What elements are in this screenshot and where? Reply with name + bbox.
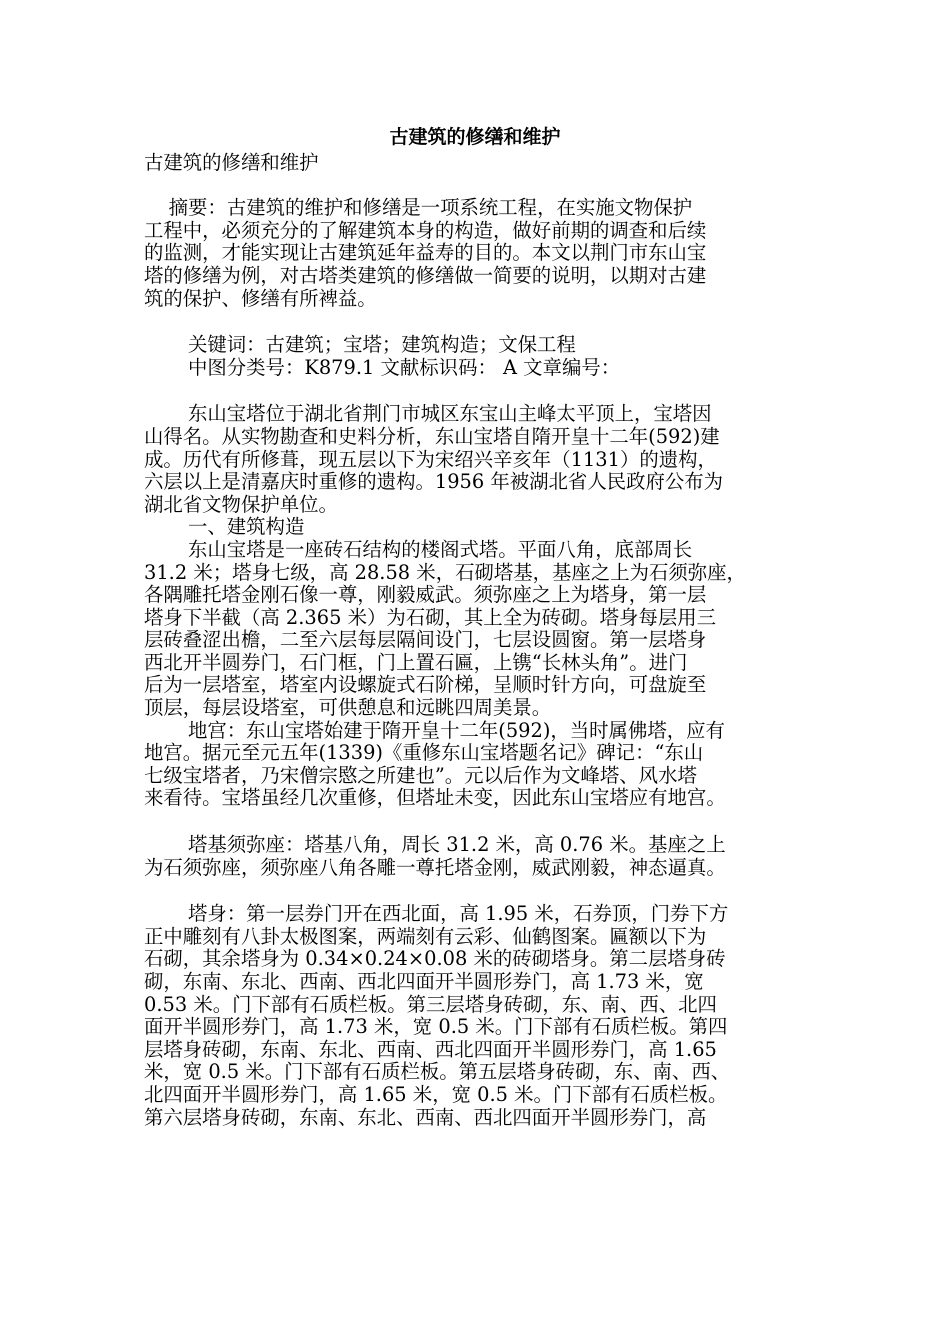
spacer [144,879,814,903]
section-heading: 一、建筑构造 [188,515,305,539]
keywords-line: 关键词：古建筑；宝塔；建筑构造；文保工程 [188,333,576,357]
pagoda-body-paragraph: 塔身：第一层券门开在西北面，高 1.95 米，石券顶，门券下方 正中雕刻有八卦太极图案，两端刻有云彩、仙鹤图案。匾额以下为 石砌，其余塔身为 0.34×0.24×0.08 米的砖砌塔身。第二层塔身砖 砌，东南、东北、西南、西北四面开半圆形券门，高 1.73 米，宽 0.53 米。门下部有石质栏板。第三层塔身砖砌，东、南、西、北四 面开半圆形券门，高 1.73 米，宽 0.5 米。门下部有石质栏板。第四 层塔身砖砌，东南、东北、西南、西北四面开半圆形券门，高 1.65 米，宽 0.5 米。门下部有石质栏板。第五层塔身砖砌，东、南、西、 北四面开半圆形券门，高 1.65 米，宽 0.5 米。门下部有石质栏板。 第六层塔身砖砌，东南、东北、西南、西北四面开半圆形券门，高 [144,902,731,1129]
classification-line: 中图分类号：K879.1 文献标识码： A 文章编号： [188,355,621,379]
abstract-paragraph: 摘要：古建筑的维护和修缮是一项系统工程，在实施文物保护 工程中，必须充分的了解建筑本身的构造，做好前期的调查和后续 的监测，才能实现让古建筑延年益寿的目的。本文以荆门市东山宝 塔的修缮为例，对古塔类建筑的修缮做一简要的说明，以期对古建 筑的保护、修缮有所裨益。 [144,196,707,310]
document-title: 古建筑的修缮和维护 [389,126,561,148]
spacer [144,310,814,334]
spacer [144,810,814,834]
underground-palace-paragraph: 地宫：东山宝塔始建于隋开皇十二年(592)，当时属佛塔，应有 地宫。据元至元五年(1339)《重修东山宝塔题名记》碑记：“东山 七级宝塔者，乃宋僧宗愍之所建也”。元以后作为文峰塔、风水塔 来看待。宝塔虽经几次重修，但塔址未变，因此东山宝塔应有地宫。 [144,718,726,810]
pagoda-base-paragraph: 塔基须弥座：塔基八角，周长 31.2 米，高 0.76 米。基座之上 为石须弥座，须弥座八角各雕一尊托塔金刚，威武刚毅，神态逼真。 [144,833,726,879]
spacer [144,175,814,198]
document-subtitle: 古建筑的修缮和维护 [144,151,319,174]
intro-paragraph: 东山宝塔位于湖北省荆门市城区东宝山主峰太平顶上，宝塔因 山得名。从实物勘查和史料分析，东山宝塔自隋开皇十二年(592)建 成。历代有所修葺，现五层以下为宋绍兴辛亥年（1131）的遗构， 六层以上是清嘉庆时重修的遗构。1956 年被湖北省人民政府公布为 湖北省文物保护单位。 [144,402,724,516]
document-body [144,152,814,1129]
structure-paragraph: 东山宝塔是一座砖石结构的楼阁式塔。平面八角，底部周长 31.2 米；塔身七级，高 28.58 米，石砌塔基，基座之上为石须弥座， 各隅雕托塔金刚石像一尊，刚毅威武。须弥座之上为塔身，第一层 塔身下半截（高 2.365 米）为石砌，其上全为砖砌。塔身每层用三 层砖叠涩出檐，二至六层每层隔间设门，七层设圆窗。第一层塔身 西北开半圆券门，石门框，门上置石匾，上镌“长林头角”。进门 后为一层塔室，塔室内设螺旋式石阶梯，呈顺时针方向，可盘旋至 顶层，每层设塔室，可供憩息和远眺四周美景。 [144,537,746,720]
spacer [144,379,814,403]
